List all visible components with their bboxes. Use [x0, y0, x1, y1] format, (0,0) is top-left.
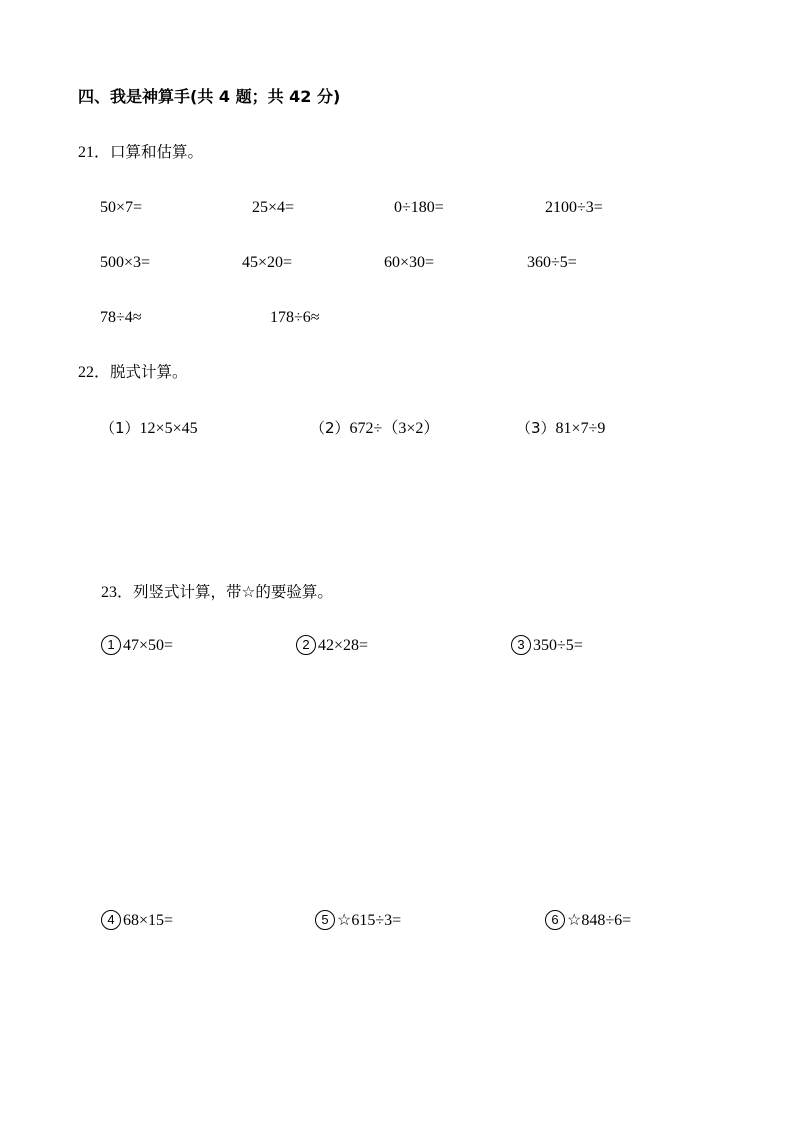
item-label: （2） [310, 419, 350, 437]
question-prompt: 脱式计算。 [110, 363, 188, 381]
circled-number-1-icon: 1 [101, 635, 121, 655]
question-22-header [78, 361, 188, 384]
vertical-calc-item [101, 635, 173, 657]
item-expression: 12×5×45 [139, 420, 198, 437]
mental-math-item: 2100÷3= [545, 199, 603, 216]
mental-math-item: 360÷5= [527, 254, 577, 271]
item-expression: 81×7÷9 [555, 420, 606, 437]
question-number: 22． [78, 364, 111, 381]
question-number: 23． [101, 584, 134, 601]
item-expression: 350÷5= [533, 637, 583, 654]
item-expression: 42×28= [318, 637, 369, 654]
question-prompt: 列竖式计算，带☆的要验算。 [133, 583, 333, 601]
item-label: （3） [516, 419, 556, 437]
question-21-header [78, 141, 203, 164]
question-prompt: 口算和估算。 [110, 143, 204, 161]
item-expression: 68×15= [123, 912, 174, 929]
vertical-calc-item [545, 910, 631, 932]
estimation-item: 178÷6≈ [270, 309, 320, 326]
estimation-item: 78÷4≈ [100, 309, 142, 326]
vertical-calc-item [101, 910, 173, 932]
stepwise-calc-item [310, 417, 439, 440]
question-number: 21． [78, 144, 111, 161]
item-expression: 47×50= [123, 637, 174, 654]
item-label: （1） [100, 419, 140, 437]
stepwise-calc-item [100, 417, 198, 440]
circled-number-4-icon: 4 [101, 910, 121, 930]
circled-number-6-icon: 6 [545, 910, 565, 930]
circled-number-3-icon: 3 [511, 635, 531, 655]
item-expression: ☆848÷6= [567, 912, 632, 929]
item-expression: ☆615÷3= [337, 912, 402, 929]
vertical-calc-item [511, 635, 583, 657]
item-expression: 672÷（3×2） [349, 420, 440, 437]
circled-number-2-icon: 2 [296, 635, 316, 655]
question-23-header [101, 581, 333, 604]
circled-number-5-icon: 5 [315, 910, 335, 930]
mental-math-item: 50×7= [100, 199, 143, 216]
mental-math-item: 0÷180= [394, 199, 444, 216]
vertical-calc-item [315, 910, 401, 932]
section-title: 四、我是神算手(共 4 题；共 42 分) [78, 87, 341, 106]
vertical-calc-item [296, 635, 368, 657]
mental-math-item: 25×4= [252, 199, 295, 216]
mental-math-item: 45×20= [242, 254, 293, 271]
mental-math-item: 500×3= [100, 254, 151, 271]
stepwise-calc-item [516, 417, 605, 440]
mental-math-item: 60×30= [384, 254, 435, 271]
